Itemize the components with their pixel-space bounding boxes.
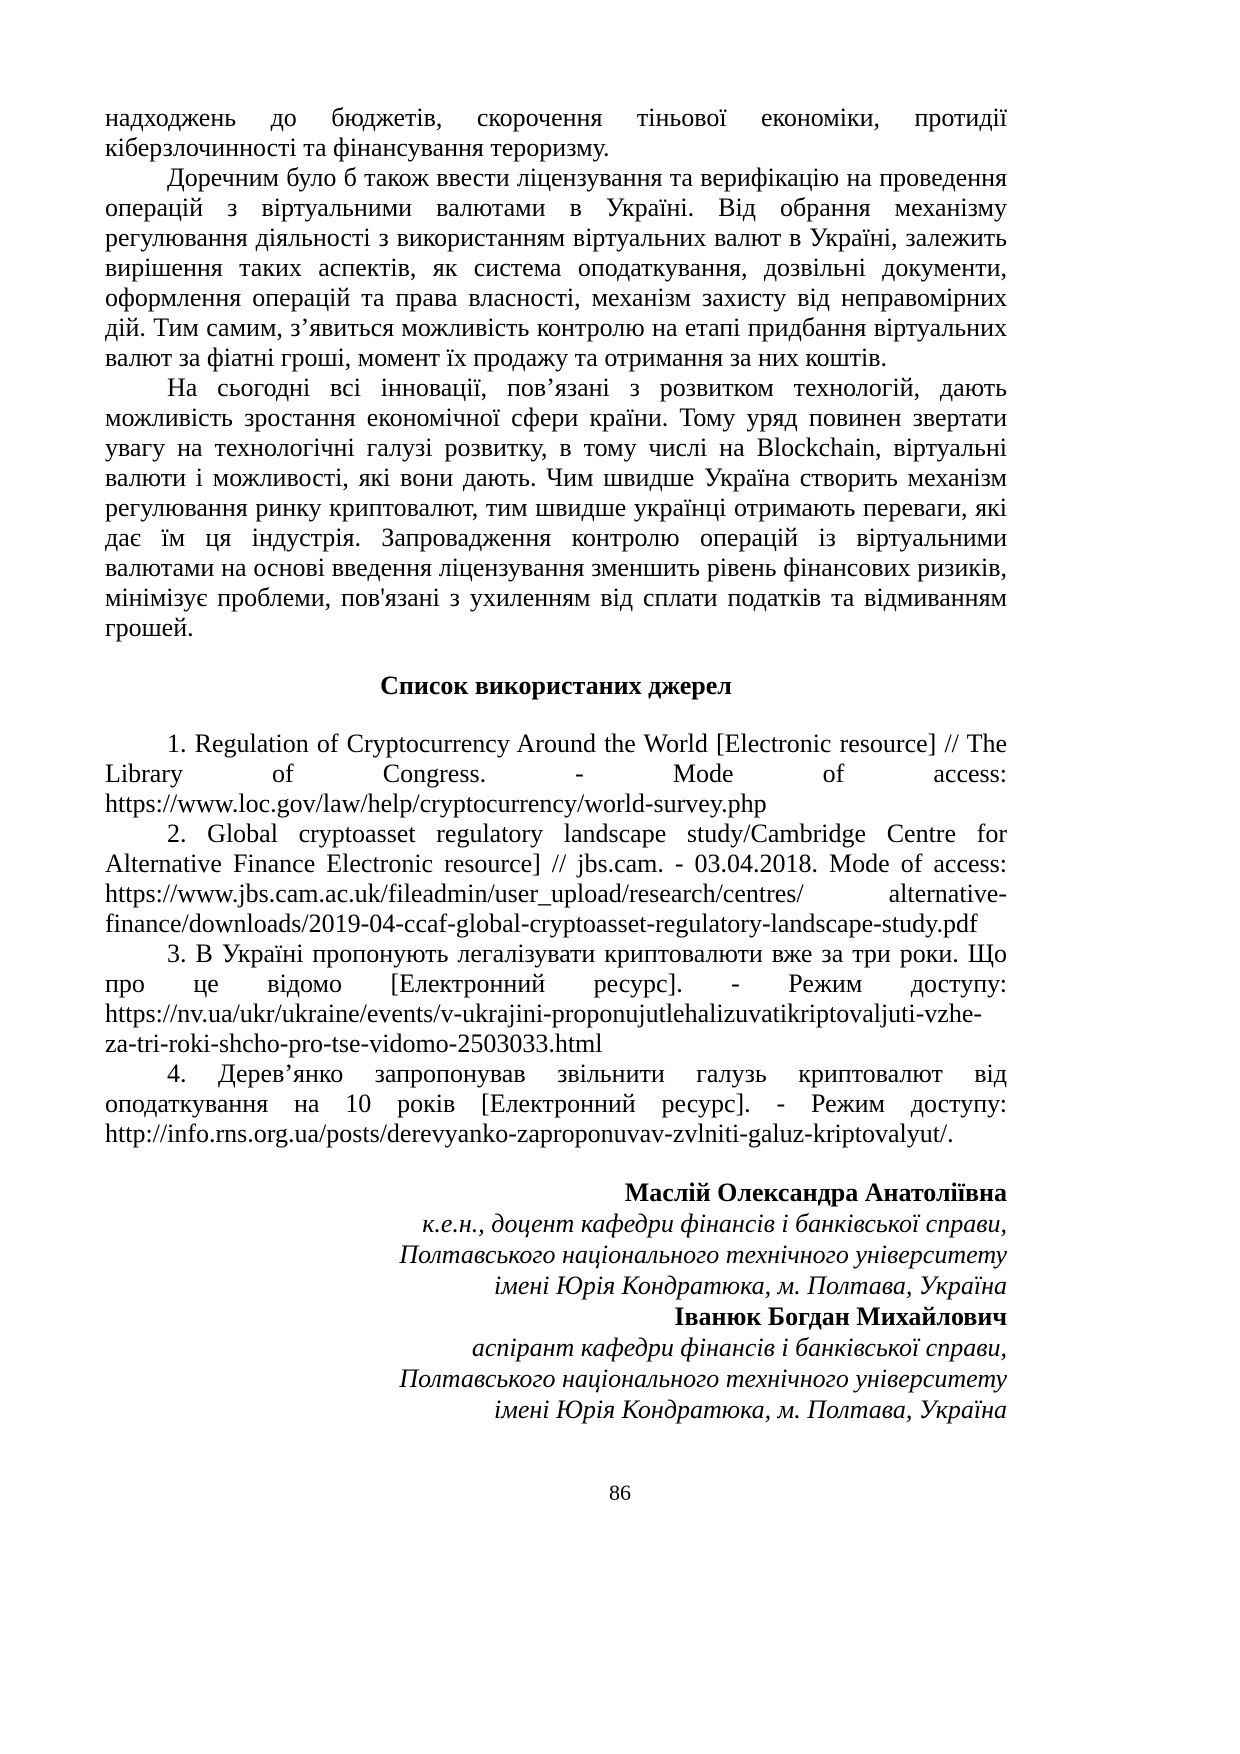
paragraph: Доречним було б також ввести ліцензування та верифікацію на проведення операцій з віртуальними валютами в Україні. Від обрання механізму регулювання діяльності з використанням віртуальних валют в Україні, залежить вирішення таких аспектів, як система оподаткування, дозвільні документи, оформлення операцій та права власності, механізм захисту від неправомірних дій. Тим самим, з’явиться можливість контролю на етапі придбання віртуальних валют за фіатні гроші, момент їх продажу та отримання за них коштів. — [105, 163, 1007, 372]
author-affiliation-line: імені Юрія Кондратюка, м. Полтава, Україна — [494, 1271, 1007, 1300]
author-affiliation-line: к.е.н., доцент кафедри фінансів і банківської справи, — [422, 1209, 1007, 1238]
reference-item: 3. В Україні пропонують легалізувати криптовалюти вже за три роки. Що про це відомо [Електронний ресурс]. - Режим доступу: https://nv.ua/ukr/ukraine/events/v-ukrajini-proponujutlehalizuvatikriptovaljuti-vzhe-za-tri-roki-shcho-pro-tse-vidomo-2503033.html — [105, 939, 1007, 1058]
reference-item: 4. Дерев’янко запропонував звільнити галузь криптовалют від оподаткування на 10 років [Електронний ресурс]. - Режим доступу: http://info.rns.org.ua/posts/derevyanko-zaproponuvav-zvlniti-galuz-kriptovalyut/. — [105, 1059, 1007, 1148]
reference-item: 2. Global cryptoasset regulatory landscape study/Cambridge Centre for Alternative Finance Electronic resource] // jbs.cam. - 03.04.2018. Mode of access: https://www.jbs.cam.ac.uk/fileadmin/user_upload/research/centres/ alternative-finance/downloads/2019-04-ccaf-global-cryptoasset-regulatory-landscape-study.pdf — [105, 819, 1007, 938]
author-name: Маслій Олександра Анатоліївна — [624, 1178, 1007, 1207]
page-content — [105, 103, 1007, 1425]
paragraph: надходжень до бюджетів, скорочення тіньової економіки, протидії кіберзлочинності та фінансування тероризму. — [105, 103, 1007, 162]
author-affiliation-line: Полтавського національного технічного університету — [399, 1240, 1007, 1269]
authors-block — [105, 1177, 1007, 1425]
author-affiliation-line: імені Юрія Кондратюка, м. Полтава, Україна — [494, 1395, 1007, 1424]
page-number: 86 — [609, 1480, 631, 1505]
references-heading: Список використаних джерел — [380, 671, 732, 700]
paragraph: На сьогодні всі інновації, пов’язані з розвитком технологій, дають можливість зростання економічної сфери країни. Тому уряд повинен звертати увагу на технологічні галузі розвитку, в тому числі на Blockchain, віртуальні валюти і можливості, які вони дають. Чим швидше Україна створить механізм регулювання ринку криптовалют, тим швидше українці отримають переваги, які дає їм ця індустрія. Запровадження контролю операцій із віртуальними валютами на основі введення ліцензування зменшить рівень фінансових ризиків, мінімізує проблеми, пов'язані з ухиленням від сплати податків та відмиванням грошей. — [105, 373, 1007, 642]
author-affiliation-line: аспірант кафедри фінансів і банківської справи, — [471, 1333, 1007, 1362]
reference-item: 1. Regulation of Cryptocurrency Around the World [Electronic resource] // The Library of Congress. - Mode of access: https://www.loc.gov/law/help/cryptocurrency/world-survey.php — [105, 729, 1007, 818]
author-name: Іванюк Богдан Михайлович — [674, 1302, 1007, 1331]
author-affiliation-line: Полтавського національного технічного університету — [399, 1364, 1007, 1393]
